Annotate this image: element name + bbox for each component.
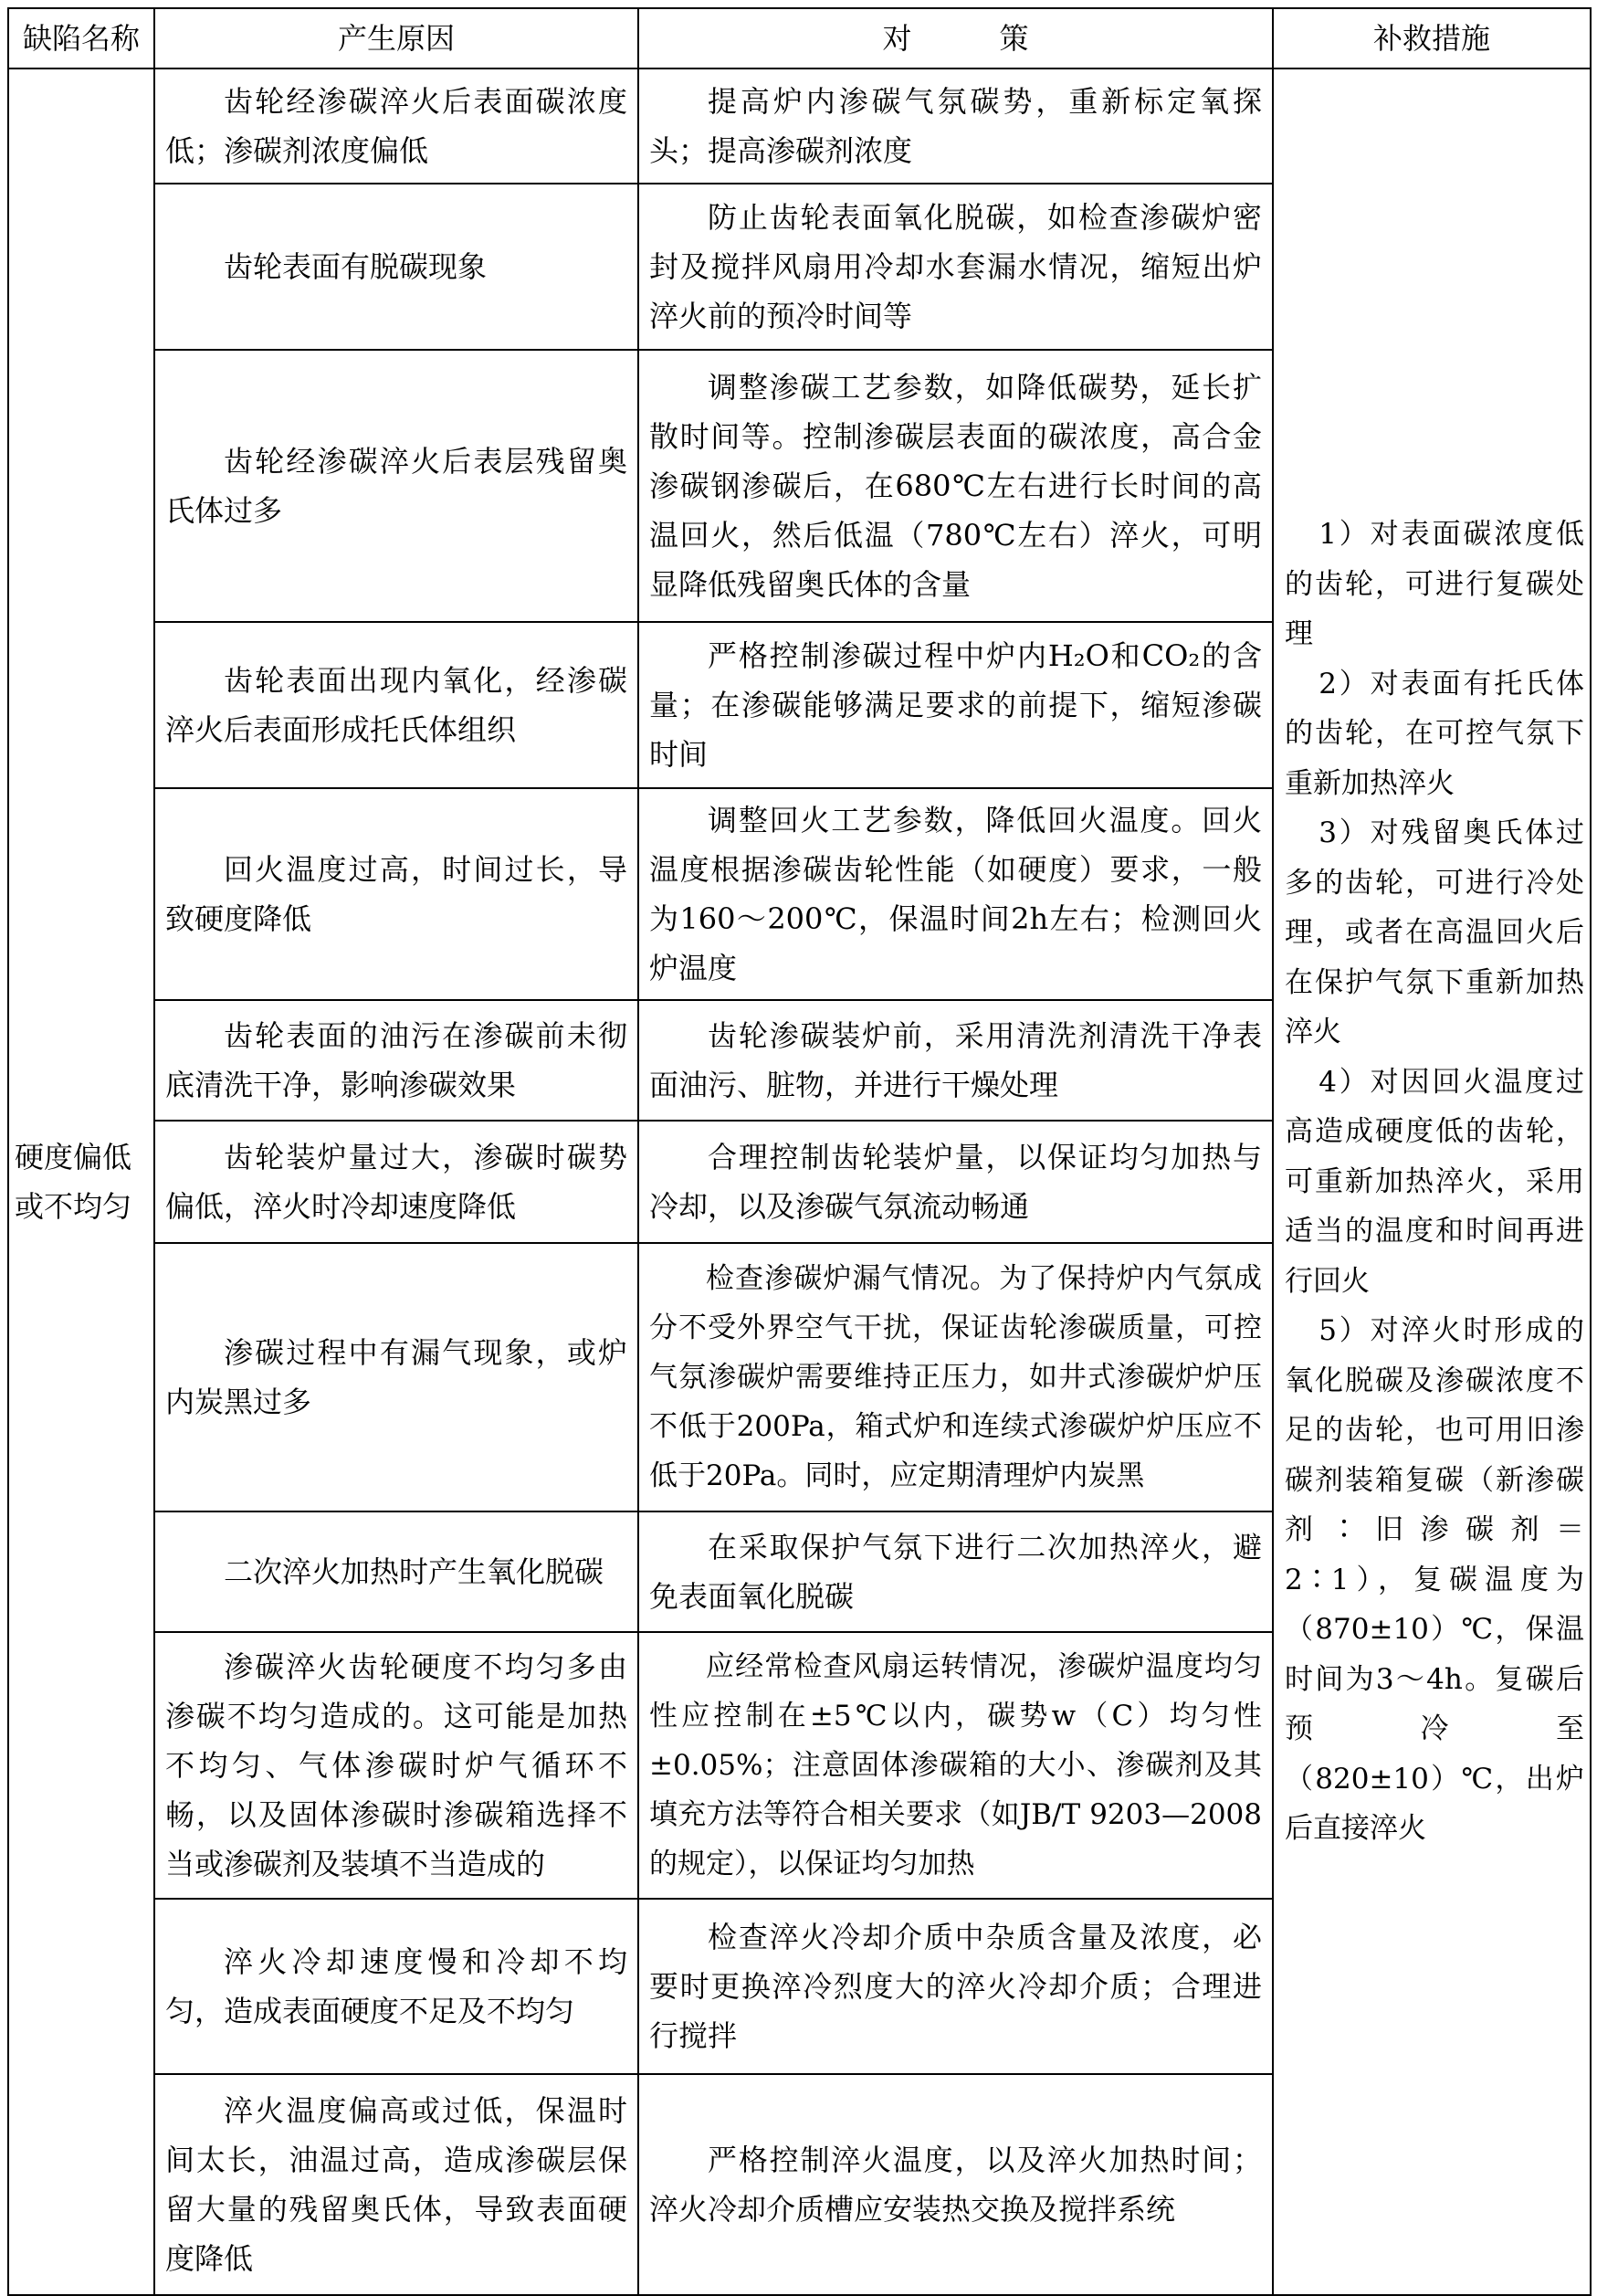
cause-cell: 齿轮表面出现内氧化，经渗碳淬火后表面形成托氏体组织 [154, 622, 638, 788]
header-defect: 缺陷名称 [8, 8, 154, 68]
remedy-item: 3）对残留奥氏体过多的齿轮，可进行冷处理，或者在高温回火后在保护气氛下重新加热淬火 [1285, 816, 1584, 1049]
remedy-item: 5）对淬火时形成的氧化脱碳及渗碳浓度不足的齿轮，也可用旧渗碳剂装箱复碳（新渗碳剂∶旧渗碳剂＝2∶1），复碳温度为（870±10）℃，保温时间为3～4h。复碳后预冷至（820±10）℃，出炉后直接淬火 [1285, 1314, 1584, 1846]
cause-cell: 回火温度过高，时间过长，导致硬度降低 [154, 788, 638, 1000]
measure-cell: 严格控制渗碳过程中炉内H₂O和CO₂的含量；在渗碳能够满足要求的前提下，缩短渗碳时间 [638, 622, 1273, 788]
remedy-item: 1）对表面碳浓度低的齿轮，可进行复碳处理 [1285, 518, 1584, 651]
cause-cell: 淬火冷却速度慢和冷却不均匀，造成表面硬度不足及不均匀 [154, 1899, 638, 2074]
cause-cell: 二次淬火加热时产生氧化脱碳 [154, 1511, 638, 1632]
defect-table [7, 7, 1592, 2296]
remedy-item: 4）对因回火温度过高造成硬度低的齿轮，可重新加热淬火，采用适当的温度和时间再进行回火 [1285, 1065, 1584, 1298]
measure-cell: 提高炉内渗碳气氛碳势，重新标定氧探头；提高渗碳剂浓度 [638, 68, 1273, 184]
table-row [8, 68, 1591, 184]
cause-cell: 淬火温度偏高或过低，保温时间太长，油温过高，造成渗碳层保留大量的残留奥氏体，导致表面硬度降低 [154, 2074, 638, 2295]
remedy-cell [1273, 68, 1591, 2295]
measure-cell: 在采取保护气氛下进行二次加热淬火，避免表面氧化脱碳 [638, 1511, 1273, 1632]
header-measure: 对 策 [638, 8, 1273, 68]
cause-cell: 齿轮表面有脱碳现象 [154, 184, 638, 350]
cause-cell: 齿轮经渗碳淬火后表面碳浓度低；渗碳剂浓度偏低 [154, 68, 638, 184]
measure-cell: 检查淬火冷却介质中杂质含量及浓度，必要时更换淬冷烈度大的淬火冷却介质；合理进行搅拌 [638, 1899, 1273, 2074]
measure-cell: 齿轮渗碳装炉前，采用清洗剂清洗干净表面油污、脏物，并进行干燥处理 [638, 1000, 1273, 1121]
header-cause: 产生原因 [154, 8, 638, 68]
measure-cell: 严格控制淬火温度，以及淬火加热时间；淬火冷却介质槽应安装热交换及搅拌系统 [638, 2074, 1273, 2295]
cause-cell: 齿轮经渗碳淬火后表层残留奥氏体过多 [154, 350, 638, 622]
measure-cell: 防止齿轮表面氧化脱碳，如检查渗碳炉密封及搅拌风扇用冷却水套漏水情况，缩短出炉淬火前的预冷时间等 [638, 184, 1273, 350]
measure-cell: 调整回火工艺参数，降低回火温度。回火温度根据渗碳齿轮性能（如硬度）要求，一般为160～200℃，保温时间2h左右；检测回火炉温度 [638, 788, 1273, 1000]
measure-cell: 检查渗碳炉漏气情况。为了保持炉内气氛成分不受外界空气干扰，保证齿轮渗碳质量，可控气氛渗碳炉需要维持正压力，如井式渗碳炉炉压不低于200Pa，箱式炉和连续式渗碳炉炉压应不低于20Pa。同时，应定期清理炉内炭黑 [638, 1243, 1273, 1511]
cause-cell: 齿轮表面的油污在渗碳前未彻底清洗干净，影响渗碳效果 [154, 1000, 638, 1121]
header-remedy: 补救措施 [1273, 8, 1591, 68]
measure-cell: 应经常检查风扇运转情况，渗碳炉温度均匀性应控制在±5℃以内，碳势w（C）均匀性±0.05%；注意固体渗碳箱的大小、渗碳剂及其填充方法等符合相关要求（如JB/T 9203—2008的规定），以保证均匀加热 [638, 1632, 1273, 1899]
header-row [8, 8, 1591, 68]
cause-cell: 齿轮装炉量过大，渗碳时碳势偏低，淬火时冷却速度降低 [154, 1121, 638, 1243]
remedy-item: 2）对表面有托氏体的齿轮，在可控气氛下重新加热淬火 [1285, 667, 1584, 800]
measure-cell: 调整渗碳工艺参数，如降低碳势，延长扩散时间等。控制渗碳层表面的碳浓度，高合金渗碳钢渗碳后，在680℃左右进行长时间的高温回火，然后低温（780℃左右）淬火，可明显降低残留奥氏体的含量 [638, 350, 1273, 622]
measure-cell: 合理控制齿轮装炉量，以保证均匀加热与冷却，以及渗碳气氛流动畅通 [638, 1121, 1273, 1243]
cause-cell: 渗碳淬火齿轮硬度不均匀多由渗碳不均匀造成的。这可能是加热不均匀、气体渗碳时炉气循环不畅，以及固体渗碳时渗碳箱选择不当或渗碳剂及装填不当造成的 [154, 1632, 638, 1899]
cause-cell: 渗碳过程中有漏气现象，或炉内炭黑过多 [154, 1243, 638, 1511]
defect-name: 硬度偏低或不均匀 [8, 68, 154, 2295]
